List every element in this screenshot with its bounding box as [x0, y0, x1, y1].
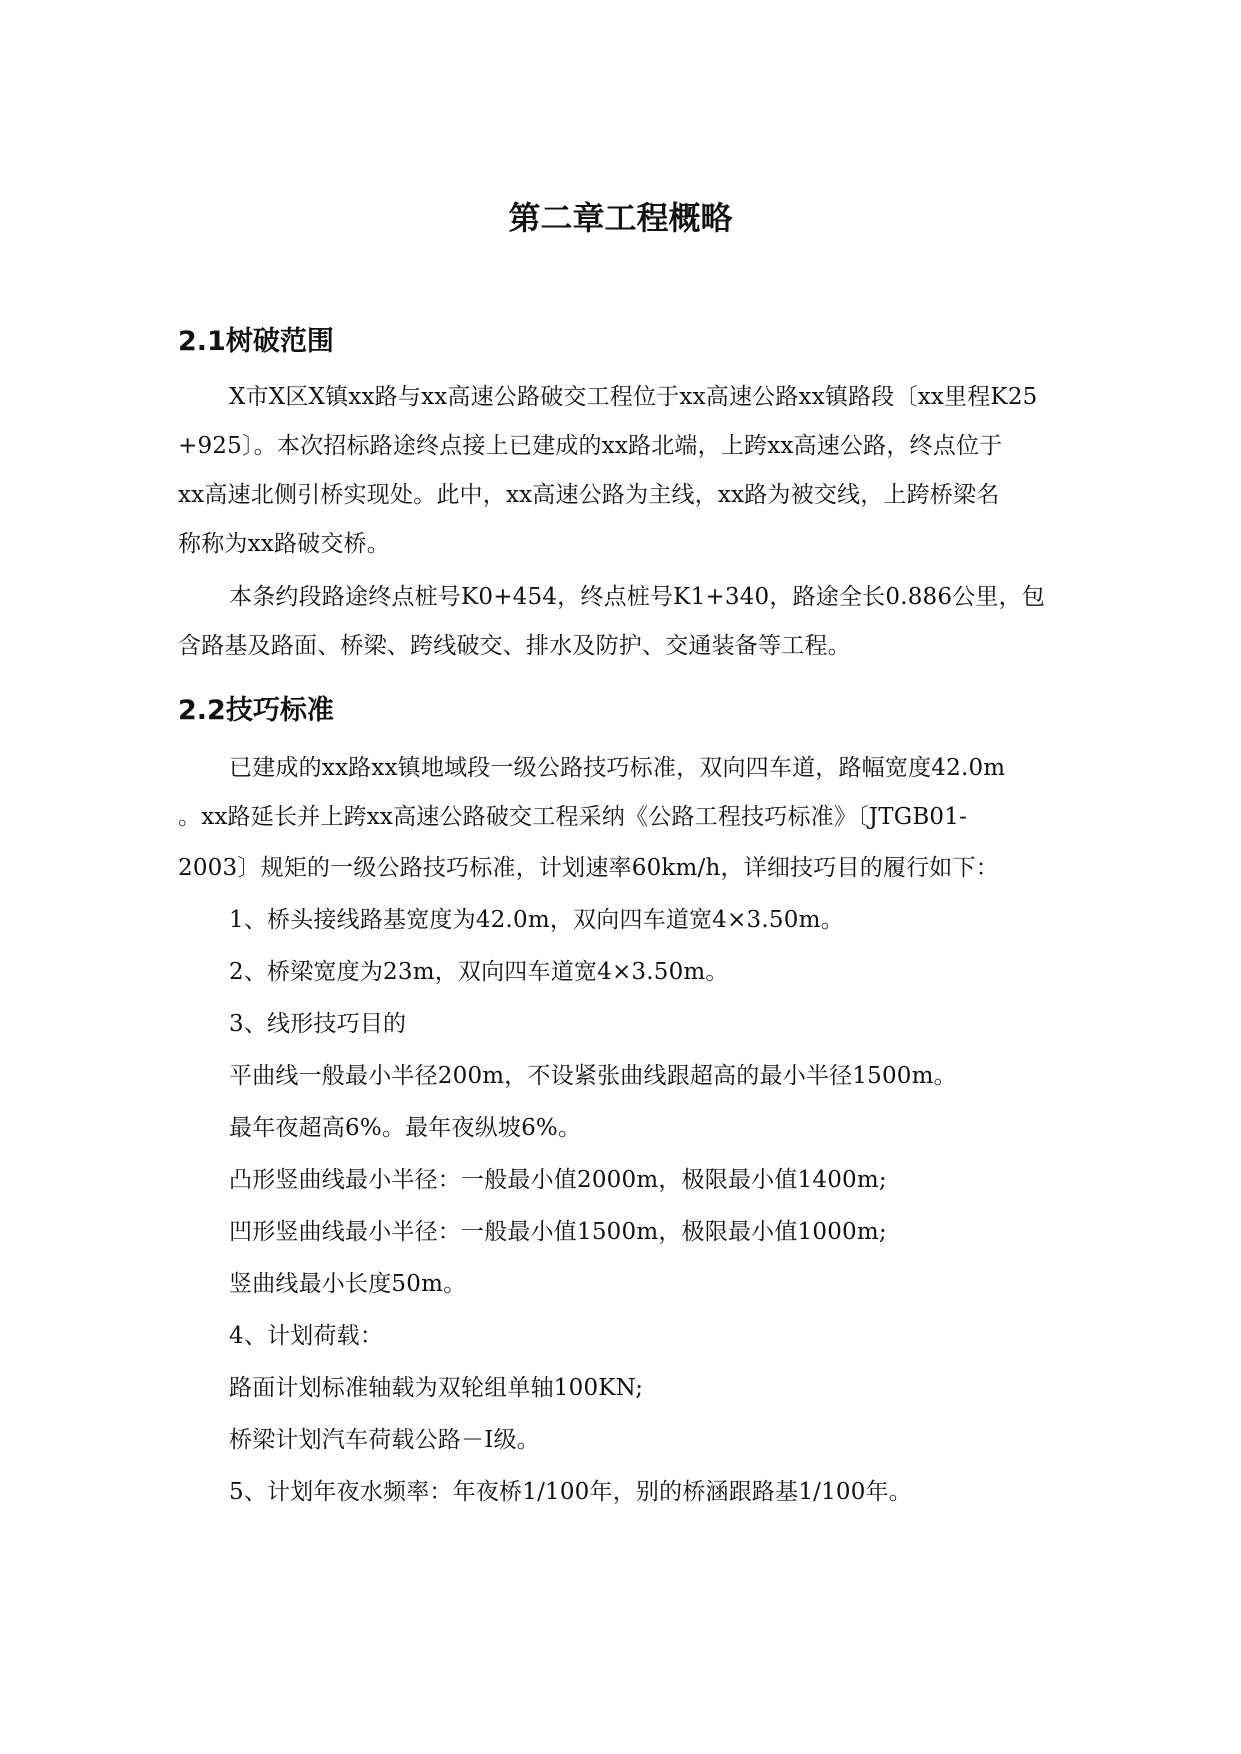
section-heading-standards: 2.2技巧标准	[178, 695, 334, 726]
list-item: 凹形竖曲线最小半径：一般最小值1500m，极限最小值1000m;	[229, 1219, 887, 1245]
list-item: 竖曲线最小长度50m。	[229, 1271, 467, 1297]
list-item: 1、桥头接线路基宽度为42.0m，双向四车道宽4×3.50m。	[229, 907, 844, 933]
paragraph-line: 称称为xx路破交桥。	[178, 531, 390, 557]
section-heading-scope: 2.1树破范围	[178, 326, 334, 357]
chapter-title: 第二章工程概略	[508, 199, 733, 237]
paragraph-line: X市X区X镇xx路与xx高速公路破交工程位于xx高速公路xx镇路段〔xx里程K25	[229, 384, 1038, 410]
paragraph-line: +925〕。本次招标路途终点接上已建成的xx路北端，上跨xx高速公路，终点位于	[178, 433, 1003, 459]
list-item: 凸形竖曲线最小半径：一般最小值2000m，极限最小值1400m;	[229, 1167, 887, 1193]
paragraph-line: 2003〕规矩的一级公路技巧标准，计划速率60km/h，详细技巧目的履行如下：	[178, 855, 999, 881]
list-item: 4、计划荷载：	[229, 1323, 384, 1349]
list-item: 5、计划年夜水频率：年夜桥1/100年，别的桥涵跟路基1/100年。	[229, 1479, 912, 1505]
list-item: 桥梁计划汽车荷载公路－I级。	[229, 1427, 540, 1453]
paragraph-line: 。xx路延长并上跨xx高速公路破交工程采纳《公路工程技巧标准》〔JTGB01-	[178, 804, 968, 830]
list-item: 路面计划标准轴载为双轮组单轴100KN;	[229, 1375, 644, 1401]
paragraph-line: 含路基及路面、桥梁、跨线破交、排水及防护、交通装备等工程。	[178, 633, 851, 659]
paragraph-line: xx高速北侧引桥实现处。此中，xx高速公路为主线，xx路为被交线，上跨桥梁名	[178, 482, 1000, 508]
list-item: 2、桥梁宽度为23m，双向四车道宽4×3.50m。	[229, 959, 729, 985]
paragraph-line: 本条约段路途终点桩号K0+454，终点桩号K1+340，路途全长0.886公里，包	[229, 584, 1046, 610]
paragraph-line: 已建成的xx路xx镇地域段一级公路技巧标准，双向四车道，路幅宽度42.0m	[229, 755, 1006, 781]
list-item: 3、线形技巧目的	[229, 1011, 407, 1037]
list-item: 平曲线一般最小半径200m，不设紧张曲线跟超高的最小半径1500m。	[229, 1063, 957, 1089]
list-item: 最年夜超高6%。最年夜纵坡6%。	[229, 1115, 582, 1141]
